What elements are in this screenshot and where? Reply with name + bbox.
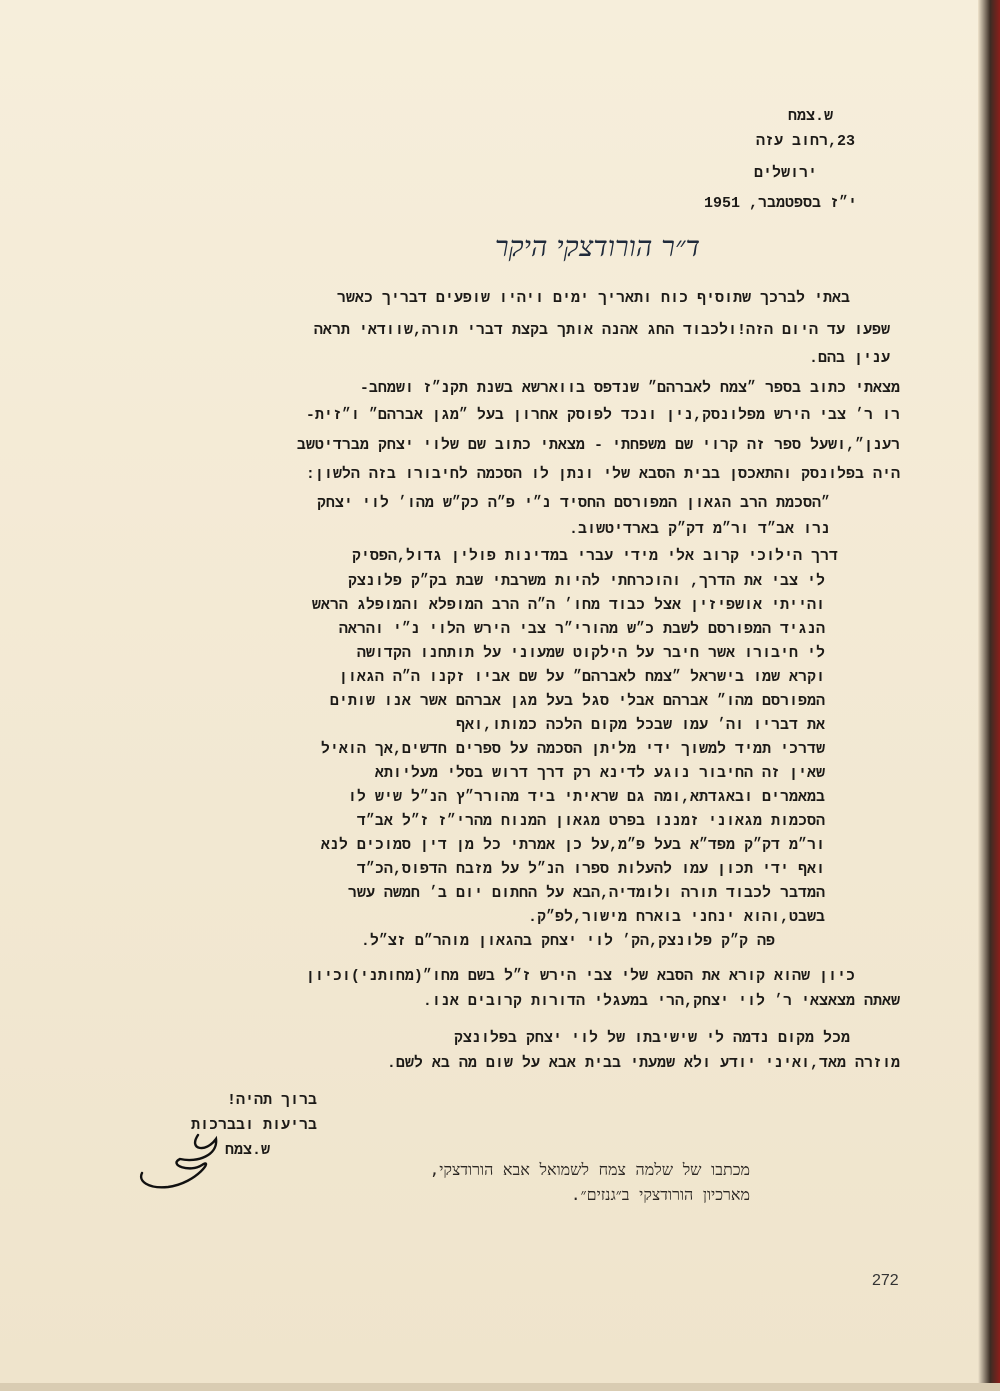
approbation-line: המפורסם מהו״ אברהם אבלי סגל בעל מגן אברהם אשר אנו שותים xyxy=(329,693,825,710)
paragraph-line: כיון שהוא קורא את הסבא שלי צבי הירש ז״ל בשם מחו״(מחותני)וכיון xyxy=(305,968,855,985)
approbation-line: המדבר לכבוד תורה ולומדיה,הבא על החתום יום ב׳ חמשה עשר xyxy=(347,885,825,902)
approbation-line: הנגיד המפורסם לשבת כ״ש מהורי״ר צבי הירש הלוי נ״י והראה xyxy=(338,621,825,638)
paragraph-line: היה בפלונסק והתאכסן בבית הסבא שלי ונתן לו הסכמה לחיבורו בזה הלשון: xyxy=(305,466,900,483)
paragraph-line: רו ר׳ צבי הירש מפלונסק,נין ונכד לפוסק אחרון בעל ״מגן אברהם״ ו״זית- xyxy=(305,407,900,424)
page-edge xyxy=(978,0,1000,1391)
caption-line: מכתבו של שלמה צמח לשמואל אבא הורודצקי, xyxy=(429,1160,750,1179)
approbation-line: הסכמות מגאוני זמננו בפרט מגאון המנוח מהרי״ז ז״ל אב״ד xyxy=(356,813,825,830)
closing-wishes: בריעות ובברכות xyxy=(190,1117,317,1134)
signature-name: ש.צמח xyxy=(224,1142,270,1159)
paragraph-line: מוזרה מאד,ואיני יודע ולא שמעתי בבית אבא על שום מה בא לשם. xyxy=(386,1055,900,1072)
paragraph-line: מכל מקום נדמה לי שישיבתו של לוי יצחק בפלונצק xyxy=(453,1030,850,1047)
approbation-line: את דבריו וה׳ עמו שבכל מקום הלכה כמותו,ואף xyxy=(455,717,825,734)
approbation-line: ואף ידי תכון עמו להעלות ספרו הנ״ל על מזבח הדפוס,הכ״ד xyxy=(356,861,825,878)
handwritten-signature xyxy=(128,1125,238,1205)
approbation-line: בשבט,והוא ינחני בוארח מישור,לפ״ק. xyxy=(527,909,825,926)
approbation-line: דרך הילוכי קרוב אלי מידי עברי במדינות פולין גדול,הפסיק xyxy=(351,548,838,565)
sender-name: ש.צמח xyxy=(787,108,833,125)
paragraph-line: רענן״,ושעל ספר זה קרוי שם משפחתי - מצאתי כתוב שם שלוי יצחק מברדיטשב xyxy=(296,437,900,454)
approbation-line: וקרא שמו בישראל ״צמח לאברהם״ על שם אביו זקנו ה״ה הגאון xyxy=(338,669,825,686)
paragraph-line: שאתה מצאצאי ר׳ לוי יצחק,הרי במעגלי הדורות קרובים אנו. xyxy=(422,993,900,1010)
letter-date: י״ז בספטמבר, 1951 xyxy=(703,195,857,212)
approbation-line: שאין זה החיבור נוגע לדינא רק דרך דרוש בסלי מעליותא xyxy=(374,765,825,782)
approbation-line: ור״מ דק״ק מפד״א בעל פ״מ,על כן אמרתי כל מן דין סמוכים לנא xyxy=(320,837,825,854)
paragraph-line: ענין בהם. xyxy=(808,350,890,367)
approbation-line: שדרכי תמיד למשוך ידי מליתן הסכמה על ספרים חדשים,אך הואיל xyxy=(320,741,825,758)
paragraph-line: שפעו עד היום הזה!ולכבוד החג אהנה אותך בקצת דברי תורה,שוודאי תראה xyxy=(313,322,890,339)
salutation: ד״ר הורודצקי היקר xyxy=(494,230,700,263)
approbation-line: לי חיבורו אשר חיבר על הילקוט שמעוני על תותחנו הקדושה xyxy=(356,645,825,662)
approbation-line: והייתי אושפיזין אצל כבוד מחו׳ ה״ה הרב המופלא והמופלג הראש xyxy=(311,597,825,614)
approbation-line: במאמרים ובאגדתא,ומה גם שראיתי ביד מהורר״ץ הנ״ל שיש לו xyxy=(347,789,825,806)
sender-city: ירושלים xyxy=(753,165,817,182)
caption-line: מארכיון הורודצקי ב״גנזים״. xyxy=(570,1185,750,1204)
closing-blessing: ברוך תהיה! xyxy=(226,1092,317,1109)
paragraph-line: מצאתי כתוב בספר ״צמח לאברהם״ שנדפס בווארשא בשנת תקנ״ז ושמחב- xyxy=(359,380,900,397)
paragraph-line: באתי לברכך שתוסיף כוח ותאריך ימים ויהיו שופעים דבריך כאשר xyxy=(336,290,850,307)
approbation-title-line: נרו אב״ד ור״מ דק״ק בארדיטשוב. xyxy=(568,521,830,538)
approbation-signature-line: פה ק״ק פלונצק,הק׳ לוי יצחק בהגאון מוהר״ם זצ״ל. xyxy=(360,933,775,950)
approbation-line: לי צבי את הדרך, והוכרחתי להיות משרבתי שבת בק״ק פלונצק xyxy=(347,573,825,590)
page-bottom-edge xyxy=(0,1383,1000,1391)
approbation-title-line: ״הסכמת הרב הגאון המפורסם החסיד נ״י פ״ה כק״ש מהו׳ לוי יצחק xyxy=(316,495,830,512)
sender-address: 23,רחוב עזה xyxy=(755,133,855,150)
page-number: 272 xyxy=(872,1272,899,1289)
